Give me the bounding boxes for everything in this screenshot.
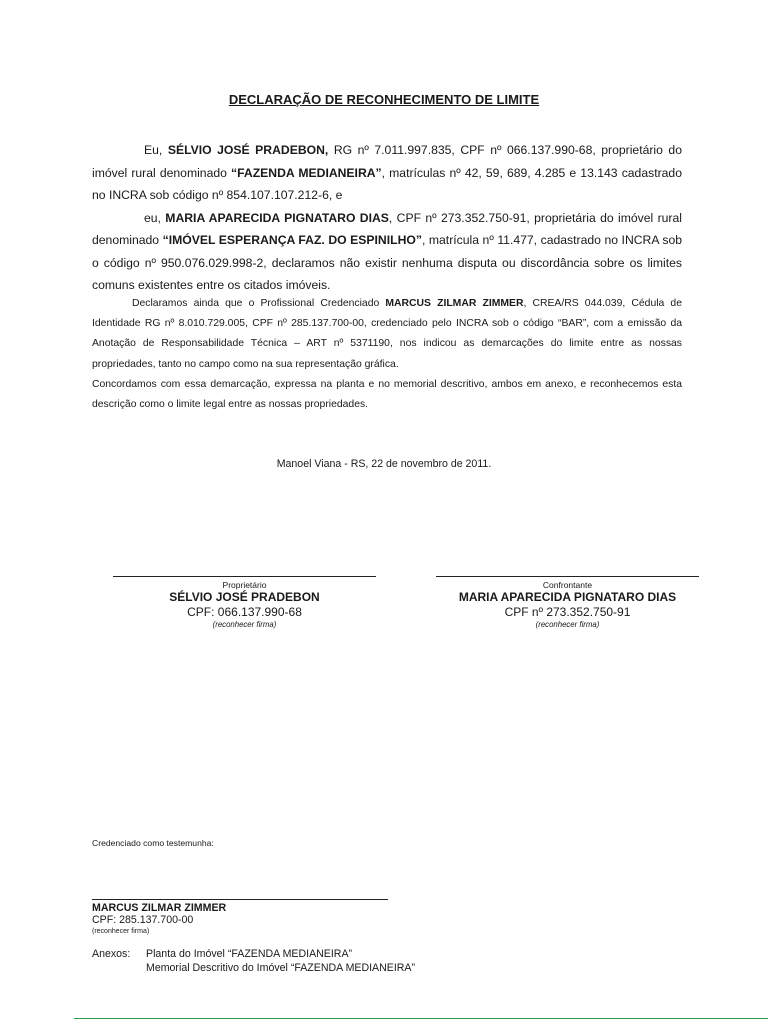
signature-name: SÉLVIO JOSÉ PRADEBON xyxy=(169,590,320,604)
signature-cpf: CPF nº 273.352.750-91 xyxy=(504,605,631,619)
professional-paragraph xyxy=(92,294,682,415)
text-segment: , CREA/RS 044.039, Cédula de Identidade RG nº 8.010.729.005, CPF nº 285.137.700-00, credenciado pelo INCRA sob o código “BAR”, com a emissão da Anotação de Responsabilidade Técnica – ART nº 5371190, nos indicou as demarcações do limite entre as nossas propriedades, tanto no campo como na sua representação gráfica. xyxy=(92,298,682,370)
signature-line-witness xyxy=(92,899,388,900)
document-title: DECLARAÇÃO DE RECONHECIMENTO DE LIMITE xyxy=(228,92,540,107)
signature-note: (reconhecer firma) xyxy=(535,620,600,629)
signature-role: Confrontante xyxy=(542,580,593,590)
witness-name: MARCUS ZILMAR ZIMMER xyxy=(92,902,227,914)
annex-item: Planta do Imóvel “FAZENDA MEDIANEIRA” xyxy=(146,948,353,960)
signature-name: MARIA APARECIDA PIGNATARO DIAS xyxy=(458,590,677,604)
text-segment: , matrículas nº 42, 59, 689, 4.285 e 13.143 cadastrado no INCRA sob código nº 854.107.107.212-6, e xyxy=(92,165,682,202)
text-segment: Concordamos com essa demarcação, expressa na planta e no memorial descritivo, ambos em anexo, e reconhecemos esta descrição como o limite legal entre as nossas propriedades. xyxy=(92,378,682,411)
text-segment: RG nº 7.011.997.835, CPF nº 066.137.990-68, proprietário do imóvel rural denominado xyxy=(92,143,682,180)
signature-block-owner xyxy=(113,577,376,630)
text-segment: Eu, xyxy=(144,143,168,157)
signature-block-neighbor xyxy=(436,577,699,630)
signature-block-witness xyxy=(92,902,226,936)
annex-item: Memorial Descritivo do Imóvel “FAZENDA MEDIANEIRA” xyxy=(146,961,416,974)
declaration-paragraph xyxy=(92,139,682,297)
signature-role: Proprietário xyxy=(222,580,267,590)
neighbor-name: MARIA APARECIDA PIGNATARO DIAS xyxy=(165,210,389,225)
owner-name: SÉLVIO JOSÉ PRADEBON, xyxy=(167,143,329,157)
professional-name: MARCUS ZILMAR ZIMMER xyxy=(385,298,524,309)
witness-note: (reconhecer firma) xyxy=(92,928,150,935)
farm-name-1: “FAZENDA MEDIANEIRA” xyxy=(231,165,382,180)
witness-label: Credenciado como testemunha: xyxy=(92,838,214,848)
signature-cpf: CPF: 066.137.990-68 xyxy=(187,605,302,619)
annexes xyxy=(92,948,415,975)
farm-name-2: “IMÓVEL ESPERANÇA FAZ. DO ESPINILHO” xyxy=(162,233,422,247)
signature-note: (reconhecer firma) xyxy=(212,620,277,629)
text-segment: eu, xyxy=(144,210,166,225)
annexes-label: Anexos: xyxy=(92,948,131,960)
footer-rule xyxy=(74,1018,768,1019)
text-segment: , matrícula nº 11.477, cadastrado no INCRA sob o código nº 950.076.029.998-2, declaramos não existir nenhuma disputa ou discordância sobre os limites comuns existentes entre os citados imóveis. xyxy=(92,233,682,292)
place-date: Manoel Viana - RS, 22 de novembro de 2011. xyxy=(276,458,492,470)
witness-cpf: CPF: 285.137.700-00 xyxy=(92,914,194,926)
text-segment: , CPF nº 273.352.750-91, proprietária do imóvel rural denominado xyxy=(92,210,682,247)
text-segment: Declaramos ainda que o Profissional Credenciado xyxy=(132,298,386,309)
